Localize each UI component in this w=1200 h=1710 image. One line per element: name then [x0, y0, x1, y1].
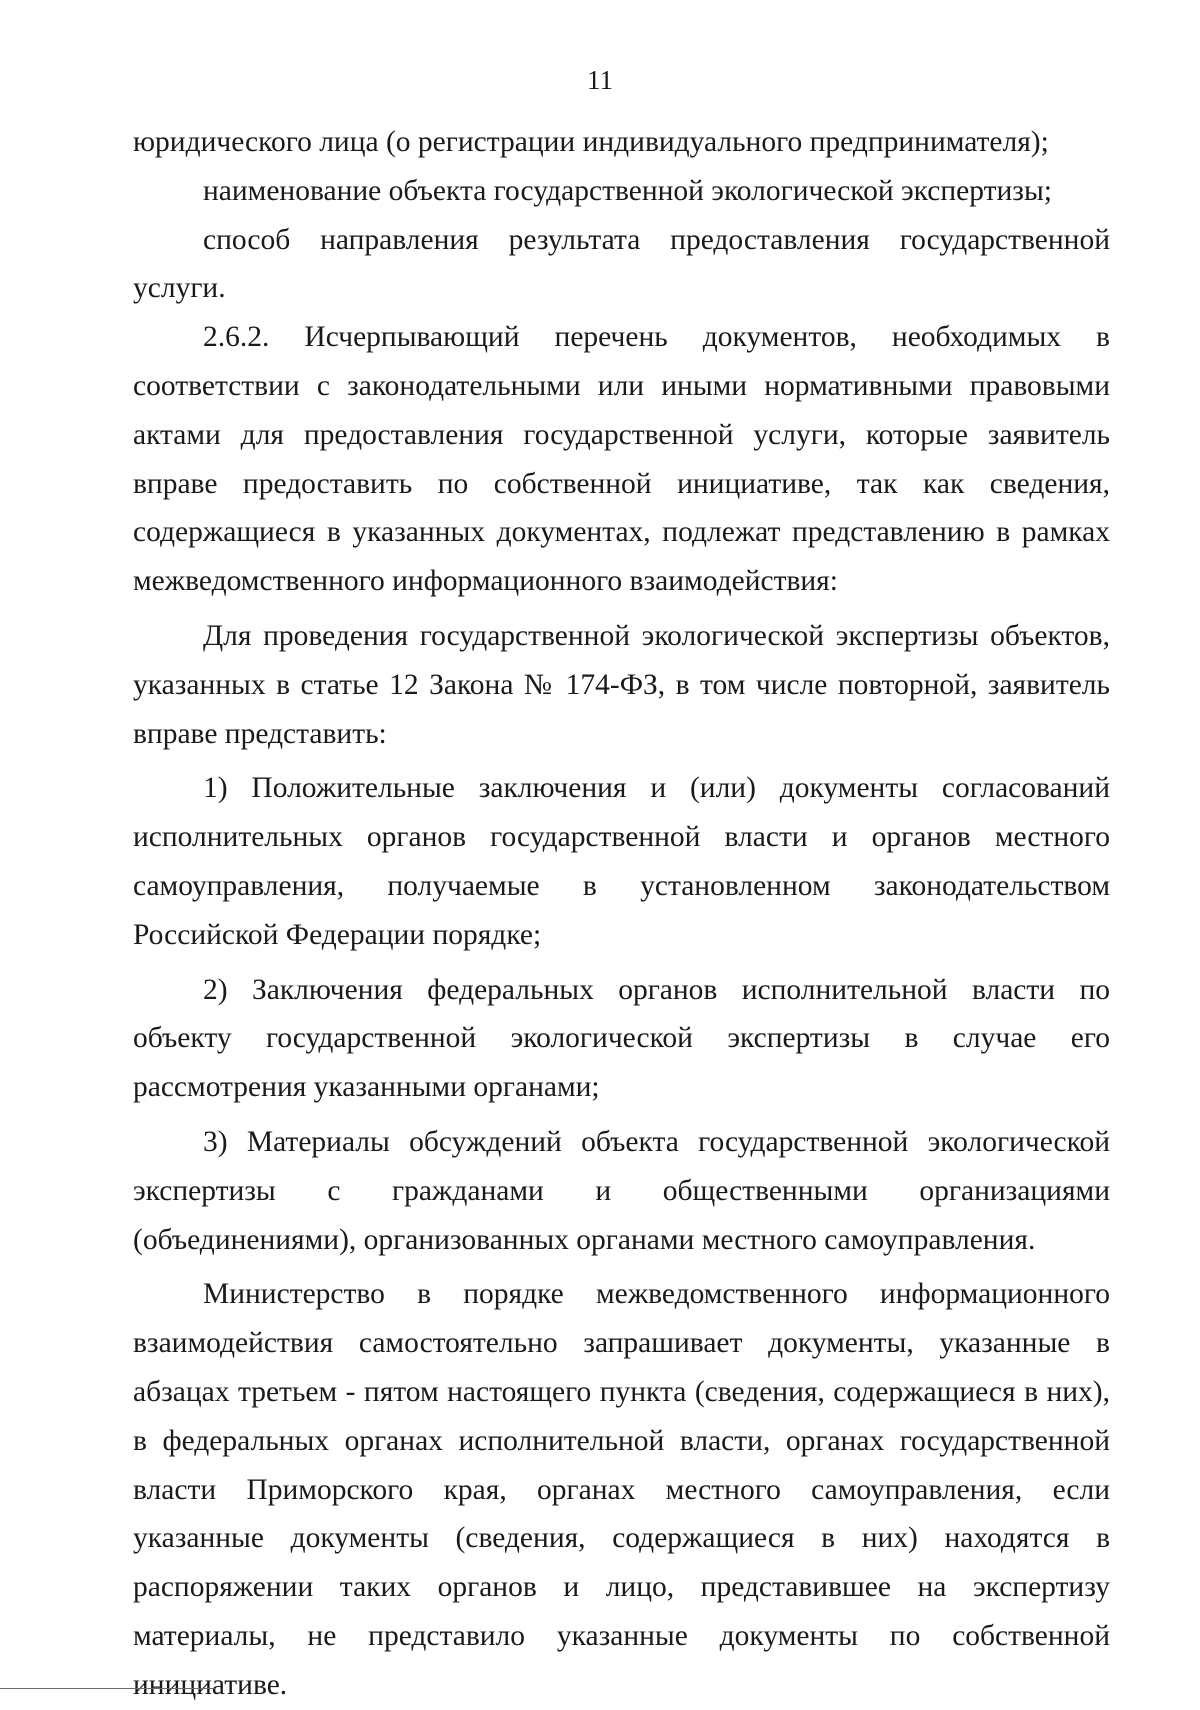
paragraph-applicant-may-submit: Для проведения государственной экологической экспертизы объектов, указанных в статье 12 Закона № 174-ФЗ, в том числе повторной, заявитель вправе представить: [133, 619, 1110, 750]
list-item-3: 3) Материалы обсуждений объекта государственной экологической экспертизы с гражданами и общественными организациями (объединениями), организованных органами местного самоуправления. [133, 1125, 1110, 1256]
list-item-2: 2) Заключения федеральных органов исполнительной власти по объекту государственной экологической экспертизы в случае его рассмотрения указанными органами; [133, 973, 1110, 1104]
paragraph-result-delivery-method: способ направления результата предоставления государственной услуги. [133, 223, 1110, 305]
paragraph-legal-entity-registration: юридического лица (о регистрации индивидуального предпринимателя); [133, 126, 1049, 158]
paragraph-ministry-requests: Министерство в порядке межведомственного информационного взаимодействия самостоятельно запрашивает документы, указанные в абзацах третьем - пятом настоящего пункта (сведения, содержащиеся в них), в федеральных органах исполнительной власти, органах государственной власти Приморского края, органах местного самоуправления, если указанные документы (сведения, содержащиеся в них) находятся в распоряжении таких органов и лицо, представившее на экспертизу материалы, не представило указанные документы по собственной инициативе. [133, 1278, 1110, 1701]
paragraph-section-2-6-2: 2.6.2. Исчерпывающий перечень документов, необходимых в соответствии с законодательными или иными нормативными правовыми актами для предоставления государственной услуги, которые заявитель вправе предоставить по собственной инициативе, так как сведения, содержащиеся в указанных документах, подлежат представлению в рамках межведомственного информационного взаимодействия: [133, 321, 1110, 598]
paragraph-object-name: наименование объекта государственной экологической экспертизы; [203, 174, 1052, 207]
bottom-scan-rule [0, 1688, 215, 1689]
document-body [133, 118, 1110, 1710]
list-item-1: 1) Положительные заключения и (или) документы согласований исполнительных органов государственной власти и органов местного самоуправления, получаемые в установленном законодательством Российской Федерации порядке; [133, 772, 1110, 951]
page-number: 11 [587, 65, 613, 95]
